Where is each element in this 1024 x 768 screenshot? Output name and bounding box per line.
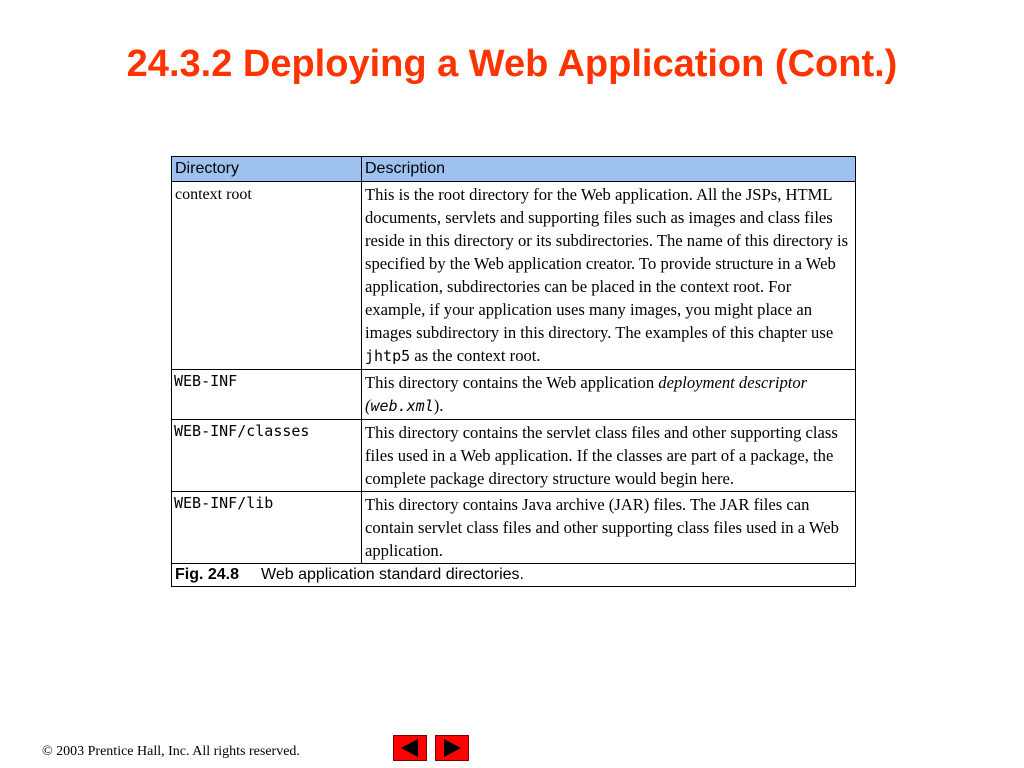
table-row bbox=[172, 492, 856, 564]
table-caption bbox=[172, 564, 856, 587]
directory-name: WEB-INF/classes bbox=[172, 420, 362, 492]
directory-name: WEB-INF bbox=[172, 370, 362, 420]
directory-description: This directory contains Java archive (JAR) files. The JAR files can contain servlet class files and other supporting class files used in a Web application. bbox=[362, 492, 856, 564]
description-text: This is the root directory for the Web application. All the JSPs, HTML documents, servlets and supporting files such as images and class files reside in this directory or its subdirectories. The name of this directory is specified by the Web application creator. To provide structure in a Web application, subdirectories can be placed in the context root. For example, if your application uses many images, you might place an images subdirectory in this directory. The examples of this chapter use bbox=[365, 185, 849, 342]
description-text: This directory contains the Web application bbox=[365, 373, 659, 392]
table-row bbox=[172, 182, 856, 370]
column-header-directory: Directory bbox=[172, 157, 362, 182]
previous-slide-button[interactable] bbox=[393, 735, 427, 761]
directory-description bbox=[362, 182, 856, 370]
table-header-row bbox=[172, 157, 856, 182]
table-row bbox=[172, 370, 856, 420]
table-row bbox=[172, 420, 856, 492]
directory-description bbox=[362, 370, 856, 420]
right-arrow-icon bbox=[436, 736, 468, 760]
directory-name: context root bbox=[172, 182, 362, 370]
description-text: ( bbox=[365, 396, 371, 415]
description-text: ). bbox=[433, 396, 444, 415]
copyright-notice: © 2003 Prentice Hall, Inc. All rights reserved. bbox=[42, 744, 300, 759]
left-arrow-icon bbox=[394, 736, 426, 760]
description-text: as the context root. bbox=[410, 346, 541, 365]
figure-label: Fig. 24.8 bbox=[175, 566, 240, 583]
slide-title: 24.3.2 Deploying a Web Application (Cont.) bbox=[126, 43, 898, 85]
directory-name: WEB-INF/lib bbox=[172, 492, 362, 564]
column-header-description: Description bbox=[362, 157, 856, 182]
description-code: jhtp5 bbox=[365, 347, 411, 365]
directory-description: This directory contains the servlet class files and other supporting class files used in a Web application. If the classes are part of a package, the complete package directory structure would begin here. bbox=[362, 420, 856, 492]
figure-caption-text: Web application standard directories. bbox=[261, 566, 524, 583]
table-caption-row bbox=[172, 564, 856, 587]
next-slide-button[interactable] bbox=[435, 735, 469, 761]
description-code: web.xml bbox=[370, 397, 434, 415]
directories-table bbox=[171, 156, 856, 587]
description-italic: deployment descriptor bbox=[658, 373, 808, 392]
